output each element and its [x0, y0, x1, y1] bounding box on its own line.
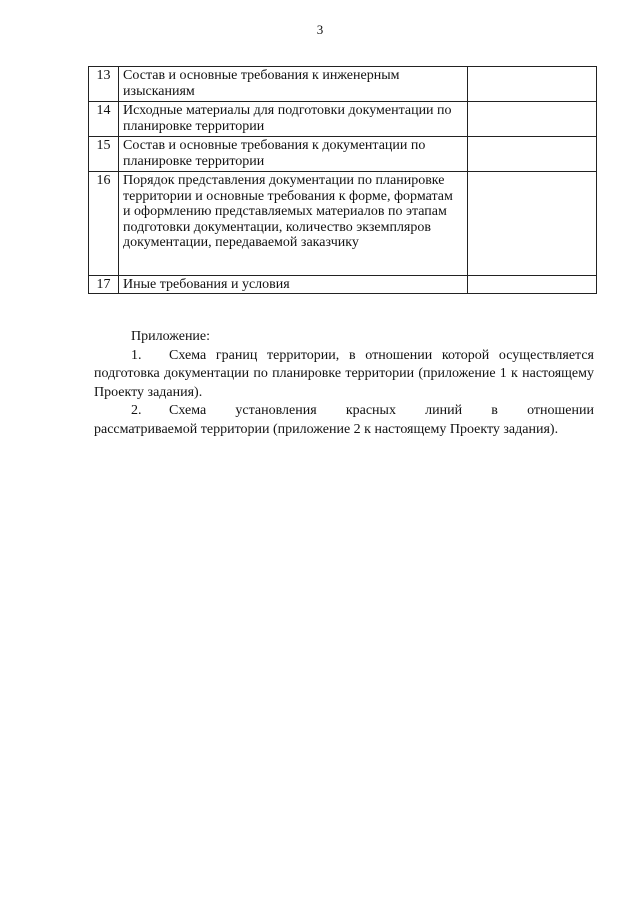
appendix-item-first-line [94, 402, 594, 421]
table-row [89, 67, 597, 102]
row-number: 16 [89, 172, 119, 276]
row-value [467, 102, 596, 137]
appendix-item [94, 402, 594, 439]
appendix-item-number: 2. [131, 403, 142, 418]
table-row [89, 172, 597, 276]
row-description: Состав и основные требования к инженерным изысканиям [119, 67, 468, 102]
row-description: Порядок представления документации по планировке территории и основные требования к форме, форматам и оформлению представляемых материалов по этапам подготовки документации, количество экземпляров документации, передаваемой заказчику [119, 172, 468, 276]
appendix-item-number: 1. [131, 347, 142, 363]
appendix-heading: Приложение: [131, 329, 211, 344]
row-value [467, 137, 596, 172]
row-description: Состав и основные требования к документации по планировке территории [119, 137, 468, 172]
appendix-item-text: Схема границ территории, в отношении которой осуществляется подготовка документации по планировке территории (приложение 1 к настоящему Проекту задания). [94, 347, 594, 400]
requirements-table [88, 66, 597, 294]
row-number: 13 [89, 67, 119, 102]
appendix-section [94, 328, 594, 439]
row-value [467, 172, 596, 276]
row-value [467, 276, 596, 294]
table-row [89, 276, 597, 294]
row-value [467, 67, 596, 102]
row-description: Иные требования и условия [119, 276, 468, 294]
appendix-item-text-continued: рассматриваемой территории (приложение 2 к настоящему Проекту задания). [94, 421, 559, 437]
row-number: 14 [89, 102, 119, 137]
row-description: Исходные материалы для подготовки документации по планировке территории [119, 102, 468, 137]
page-number: 3 [316, 22, 324, 37]
row-number: 17 [89, 276, 119, 294]
table-row [89, 137, 597, 172]
table-row [89, 102, 597, 137]
appendix-item-text: Схема установления красных линий в отношении [169, 403, 594, 418]
row-number: 15 [89, 137, 119, 172]
appendix-item [94, 347, 594, 403]
